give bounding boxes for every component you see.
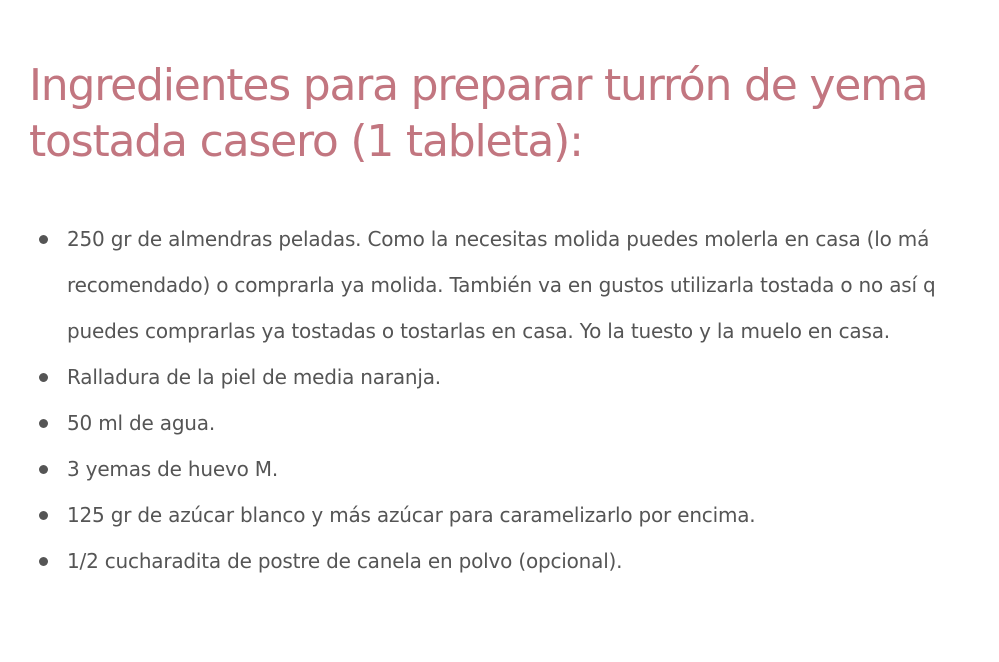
list-item-text: 3 yemas de huevo M. — [67, 457, 278, 481]
bullet-icon — [39, 373, 48, 382]
list-item — [29, 538, 999, 584]
list-item — [29, 354, 999, 400]
list-item-text: Ralladura de la piel de media naranja. — [67, 365, 441, 389]
list-item-text: recomendado) o comprarla ya molida. También va en gustos utilizarla tostada o no así q — [67, 273, 936, 297]
article-content — [29, 58, 999, 573]
list-item — [29, 216, 999, 354]
bullet-icon — [39, 465, 48, 474]
bullet-icon — [39, 557, 48, 566]
bullet-icon — [39, 235, 48, 244]
list-item — [29, 446, 999, 492]
list-item-text: 250 gr de almendras peladas. Como la necesitas molida puedes molerla en casa (lo má — [67, 227, 930, 251]
bullet-icon — [39, 511, 48, 520]
ingredients-list — [29, 216, 999, 584]
list-item-text: 1/2 cucharadita de postre de canela en polvo (opcional). — [67, 549, 623, 573]
list-item-text: 50 ml de agua. — [67, 411, 216, 435]
ingredients-heading — [29, 58, 949, 170]
heading-line-1: Ingredientes para preparar turrón de yema — [29, 60, 928, 111]
list-item-text: 125 gr de azúcar blanco y más azúcar para caramelizarlo por encima. — [67, 503, 756, 527]
list-item — [29, 492, 999, 538]
list-item-text: puedes comprarlas ya tostadas o tostarlas en casa. Yo la tuesto y la muelo en casa. — [67, 319, 890, 343]
list-item — [29, 400, 999, 446]
heading-line-2: tostada casero (1 tableta): — [29, 116, 583, 167]
bullet-icon — [39, 419, 48, 428]
